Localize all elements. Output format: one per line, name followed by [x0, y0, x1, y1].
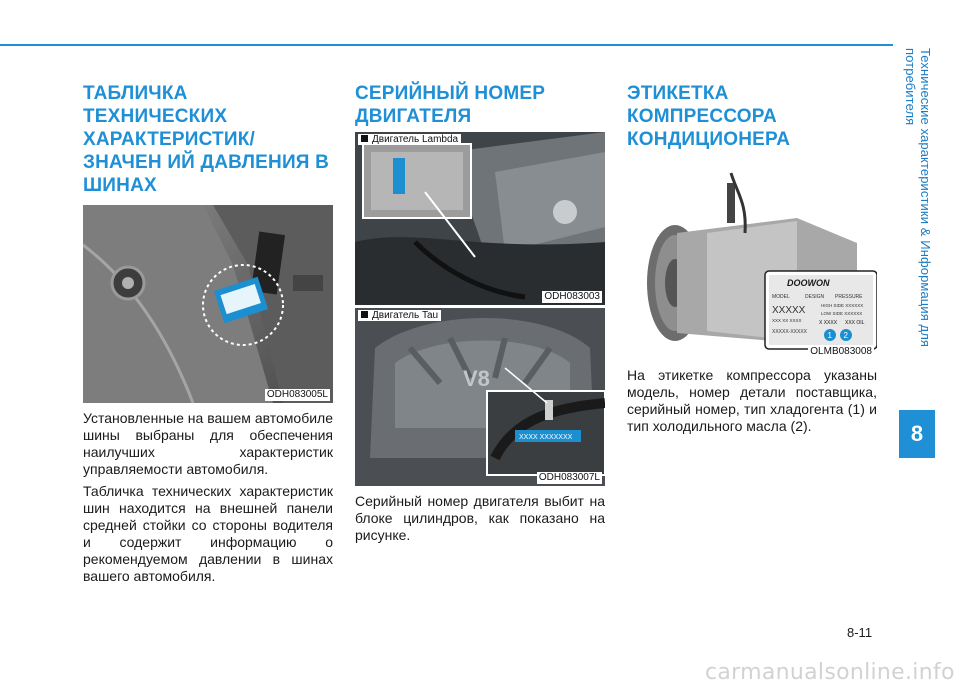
tag-label: Двигатель Tau [372, 310, 439, 321]
compressor-photo [627, 163, 877, 360]
compressor-illustration [627, 163, 877, 360]
watermark: carmanualsonline.info [705, 660, 955, 685]
lambda-engine-photo [355, 132, 605, 305]
label-model-header: MODEL [772, 294, 790, 300]
engine-serial-text [355, 493, 605, 544]
door-pillar-illustration [83, 205, 333, 403]
label-oil: XXX OIL [845, 320, 865, 326]
lambda-engine-illustration [355, 132, 605, 305]
section-title-vertical: Технические характеристики & Информация для потребителя [903, 48, 933, 348]
compressor-label-heading: ЭТИКЕТКА КОМПРЕССОРА КОНДИЦИОНЕРА [627, 83, 791, 150]
tag-label: Двигатель Lambda [372, 134, 459, 145]
page-number: 8-11 [847, 625, 873, 640]
compressor-label-section [627, 82, 877, 440]
top-rule [0, 44, 893, 46]
image-code-olmb083008: OLMB083008 [810, 346, 872, 357]
image-code-odh083003: ODH083003 [544, 291, 600, 302]
bullet-square-icon [361, 311, 368, 318]
label-low-side: LOW SIDE XXXXXX [821, 311, 863, 316]
tire-label-photo [83, 205, 333, 403]
tire-label-heading: ТАБЛИЧКА ТЕХНИЧЕСКИХ ХАРАКТЕРИСТИК/ЗНАЧЕН ИЙ ДАВЛЕНИЯ В ШИНАХ [83, 83, 330, 196]
label-high-side: HIGH SIDE XXXXXX [821, 303, 864, 308]
paragraph: Табличка технических характеристик шин находится на внешней панели средней стойки со стороны водителя и содержит информацию о рекомендуемом давлении в шинах вашего автомобиля. [83, 483, 333, 584]
label-design-header: DESIGN [805, 294, 825, 300]
bullet-square-icon [361, 135, 368, 142]
engine-serial-heading: СЕРИЙНЫЙ НОМЕР ДВИГАТЕЛЯ [355, 83, 546, 127]
label-pressure-header: PRESSURE [835, 294, 863, 300]
tau-engine-illustration [355, 308, 605, 486]
image-code-odh083005l: ODH083005L [266, 389, 328, 400]
tire-label-text [83, 410, 333, 585]
compressor-label-text [627, 367, 877, 435]
paragraph: На этикетке компрессора указаны модель, номер детали поставщика, серийный номер, тип хладогента (1) и тип холодильного масла (2). [627, 367, 877, 434]
label-small-code: XXX XX XXXX [772, 318, 802, 323]
engine-serial-section [355, 82, 605, 549]
image-tag-lambda [358, 134, 461, 145]
label-serial: XXXXX-XXXXX [772, 329, 808, 335]
tire-label-section [83, 82, 333, 590]
marker-2: 2 [843, 331, 848, 340]
label-model-value: XXXXX [772, 305, 806, 316]
paragraph: Установленные на вашем автомобиле шины выбраны для обеспечения наилучших характеристик управляемости автомобиля. [83, 410, 333, 477]
engine-serial-label: XXXX XXXXXXX [519, 434, 573, 441]
marker-1: 1 [827, 331, 832, 340]
label-brand: DOOWON [787, 278, 830, 288]
image-tag-tau [358, 310, 441, 321]
image-code-odh083007l: ODH083007L [538, 472, 600, 483]
chapter-number-badge: 8 [899, 410, 935, 458]
tau-engine-photo [355, 308, 605, 486]
paragraph: Серийный номер двигателя выбит на блоке цилиндров, как показано на рисунке. [355, 493, 605, 543]
label-refrigerant: X XXXX [819, 320, 838, 326]
engine-badge: V8 [463, 366, 490, 391]
